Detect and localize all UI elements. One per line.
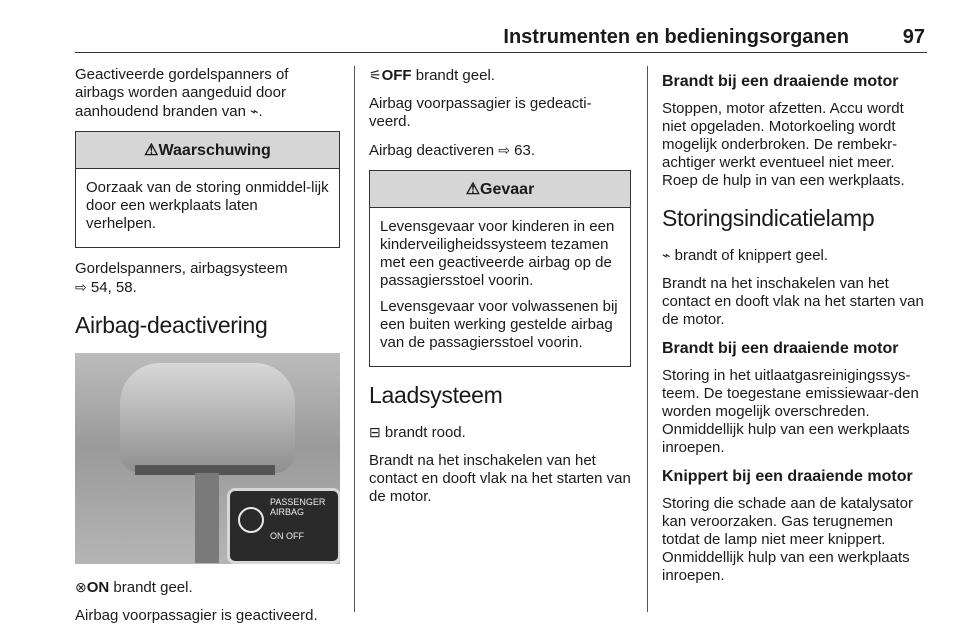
charge-paragraph: ⊟ brandt rood. bbox=[369, 424, 466, 441]
section-title-airbag: Airbag-deactivering bbox=[75, 312, 268, 338]
danger-text-1: Levensgevaar voor kinderen in een kinderveiligheidssysteem tezamen met een geactiveerde airbag op de passagiersstoel voorin. bbox=[380, 218, 615, 289]
heading-blinking-engine: Knippert bij een draaiende motor bbox=[662, 468, 913, 485]
mil-description: Brandt na het inschakelen van het contact en dooft vlak na het starten van de motor. bbox=[662, 275, 924, 328]
arrow-icon: ⇨ bbox=[498, 142, 510, 158]
roof-console bbox=[120, 363, 295, 473]
warning-box-title: ⚠Waarschuwing bbox=[76, 132, 339, 169]
airbag-photo bbox=[75, 353, 340, 564]
warning-text: Oorzaak van de storing onmiddel-lijk door een werkplaats laten verhelpen. bbox=[86, 179, 329, 232]
charge-description: Brandt na het inschakelen van het contact en dooft vlak na het starten van de motor. bbox=[369, 452, 631, 505]
danger-box bbox=[369, 170, 631, 367]
airbag-off-symbol-icon bbox=[238, 507, 264, 533]
column-divider bbox=[647, 66, 648, 612]
inset-on-off: ON OFF bbox=[270, 531, 304, 541]
page-reference-link[interactable]: 63. bbox=[514, 142, 536, 159]
warning-icon: ⚠ bbox=[465, 181, 481, 198]
warning-icon: ⚠ bbox=[144, 142, 159, 159]
header-title: Instrumenten en bedieningsorganen bbox=[503, 26, 849, 48]
on-description: Airbag voorpassagier is geactiveerd. bbox=[75, 607, 318, 624]
indicator-inset bbox=[227, 488, 340, 564]
column-1 bbox=[75, 66, 340, 635]
section-title-charging: Laadsysteem bbox=[369, 382, 503, 408]
off-paragraph: ⚟OFF brandt geel. bbox=[369, 67, 495, 84]
heading-running-engine: Brandt bij een draaiende motor bbox=[662, 73, 899, 90]
running-engine-text: Stoppen, motor afzetten. Accu wordt niet opgeladen. Motorkoeling wordt mogelijk onderbroken. De rembekr-achtiger werkt eventueel niet meer. Roep de hulp in van een werkplaats. bbox=[662, 100, 905, 189]
page-header bbox=[75, 22, 927, 53]
emission-text: Storing in het uitlaatgasreinigingssys-teem. De toegestane emissiewaar-den worden mogelijk overschreden. Onmiddellijk hulp van een werkplaats inroepen. bbox=[662, 367, 919, 456]
intro-paragraph: Geactiveerde gordelspanners of airbags worden aangeduid door aanhoudend branden van ⌁. bbox=[75, 66, 289, 120]
danger-box-title: ⚠Gevaar bbox=[370, 171, 630, 208]
airbag-off-icon: ⚟ bbox=[369, 67, 382, 83]
column-2 bbox=[369, 66, 631, 516]
on-paragraph: ⊗ON brandt geel. bbox=[75, 579, 193, 596]
heading-running-engine-2: Brandt bij een draaiende motor bbox=[662, 340, 899, 357]
arrow-icon: ⇨ bbox=[75, 279, 87, 295]
mil-paragraph: ⌁ brandt of knippert geel. bbox=[662, 247, 829, 264]
deactivate-paragraph: Airbag deactiveren ⇨ 63. bbox=[369, 142, 536, 159]
danger-text-2: Levensgevaar voor volwassenen bij een buiten werking gestelde airbag van de passagiersstoel voorin. bbox=[380, 298, 618, 351]
mirror-stem bbox=[195, 473, 219, 563]
inset-label: PASSENGER AIRBAG bbox=[270, 497, 326, 517]
catalyst-text: Storing die schade aan de katalysator kan veroorzaken. Gas terugnemen totdat de lamp niet meer knippert. Onmiddellijk hulp van een werkplaats inroepen. bbox=[662, 495, 913, 584]
off-description: Airbag voorpassagier is gedeacti-veerd. bbox=[369, 95, 592, 130]
column-3 bbox=[662, 66, 926, 595]
engine-icon: ⌁ bbox=[662, 247, 671, 263]
airbag-on-icon: ⊗ bbox=[75, 579, 87, 595]
battery-icon: ⊟ bbox=[369, 424, 381, 440]
reference-paragraph: Gordelspanners, airbagsysteem ⇨ 54, 58. bbox=[75, 260, 288, 296]
section-title-malfunction: Storingsindicatielamp bbox=[662, 205, 875, 231]
airbag-warning-icon: ⌁. bbox=[250, 103, 263, 119]
page-reference-link[interactable]: 54, 58. bbox=[90, 279, 137, 296]
warning-box bbox=[75, 131, 340, 248]
column-divider bbox=[354, 66, 355, 612]
page-number: 97 bbox=[902, 26, 925, 48]
